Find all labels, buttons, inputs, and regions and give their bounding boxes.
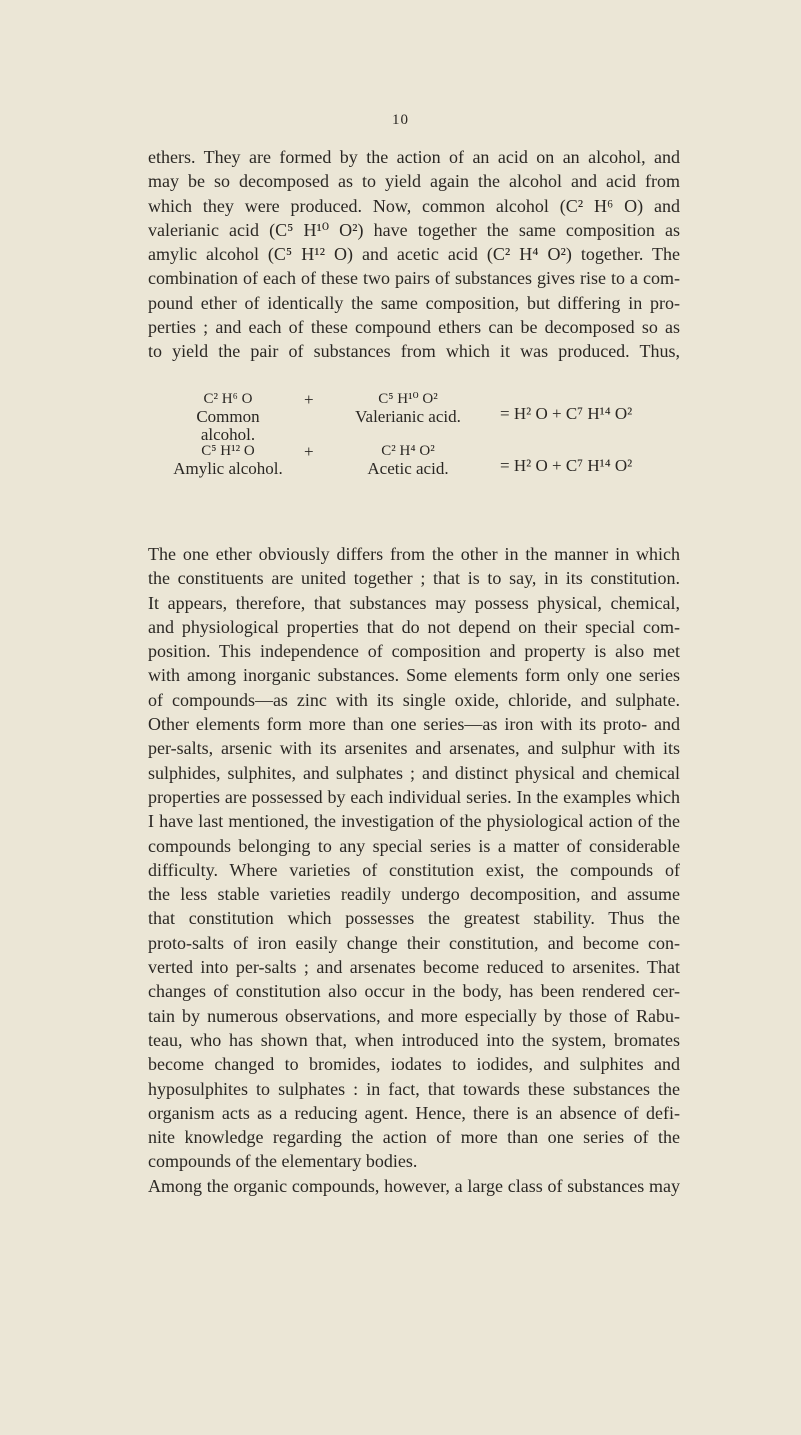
text-line: Among the organic compounds, however, a large class of substances may — [148, 1175, 680, 1196]
text-line: ethers. They are formed by the action of an acid on an alcohol, and — [148, 147, 680, 167]
text-line: It appears, therefore, that substances may possess physical, chemical, — [148, 592, 680, 613]
paragraph-1 — [148, 145, 680, 364]
paragraph-2 — [148, 542, 680, 1198]
text-line: compounds belonging to any special series is a matter of considerable — [148, 835, 680, 856]
text-line: the less stable varieties readily undergo decomposition, and assume — [148, 884, 680, 905]
text-line: of compounds—as zinc with its single oxide, chloride, and sulphate. — [148, 689, 680, 710]
text-line: position. This independence of composition and property is also met — [148, 641, 680, 662]
text-line: may be so decomposed as to yield again the alcohol and acid from — [148, 171, 680, 192]
text-line: properties are possessed by each individual series. In the examples which — [148, 786, 680, 807]
text-line: amylic alcohol (C⁵ H¹² O) and acetic acid (C² H⁴ O²) together. The — [148, 244, 680, 265]
text-line: changes of constitution also occur in the body, has been rendered cer- — [148, 981, 680, 1002]
equation-1-plus: + — [304, 390, 314, 409]
equation-1-result: = H² O + C⁷ H¹⁴ O² — [500, 404, 633, 423]
text-line: become changed to bromides, iodates to iodides, and sulphites and — [148, 1054, 680, 1075]
equation-2-left-formula: C⁵ H¹² O — [201, 443, 255, 459]
text-line: Other elements form more than one series—as iron with its proto- and — [148, 714, 680, 735]
text-line: nite knowledge regarding the action of more than one series of the — [148, 1127, 680, 1148]
text-line: with among inorganic substances. Some elements form only one series — [148, 665, 680, 686]
text-line: to yield the pair of substances from which it was produced. Thus, — [148, 341, 680, 362]
equation-1-left-name: Common alcohol. — [196, 407, 260, 444]
text-line: The one ether obviously differs from the other in the manner in which — [148, 544, 680, 564]
equation-2-result: = H² O + C⁷ H¹⁴ O² — [500, 456, 633, 475]
equation-2-left-name: Amylic alcohol. — [173, 459, 283, 478]
text-line: tain by numerous observations, and more especially by those of Rabu- — [148, 1005, 680, 1026]
equation-1 — [168, 390, 688, 444]
text-line: proto-salts of iron easily change their constitution, and become con- — [148, 932, 680, 953]
text-line: which they were produced. Now, common alcohol (C² H⁶ O) and — [148, 195, 680, 216]
text-line: per-salts, arsenic with its arsenites and arsenates, and sulphur with its — [148, 738, 680, 759]
equation-2-right-name: Acetic acid. — [367, 459, 449, 478]
text-line: hyposulphites to sulphates : in fact, that towards these substances the — [148, 1078, 680, 1099]
text-line: I have last mentioned, the investigation of the physiological action of the — [148, 811, 680, 832]
text-line: difficulty. Where varieties of constitution exist, the compounds of — [148, 859, 680, 880]
equation-2-right-formula: C² H⁴ O² — [381, 443, 435, 459]
page-number: 10 — [392, 112, 409, 128]
text-line: valerianic acid (C⁵ H¹⁰ O²) have together the same composition as — [148, 219, 680, 240]
equation-2-plus: + — [304, 442, 314, 461]
text-line: pound ether of identically the same composition, but differing in pro- — [148, 292, 680, 313]
text-line: teau, who has shown that, when introduced into the system, bromates — [148, 1029, 680, 1050]
text-line: sulphides, sulphites, and sulphates ; and distinct physical and chemical — [148, 762, 680, 783]
text-line: organism acts as a reducing agent. Hence, there is an absence of defi- — [148, 1102, 680, 1123]
text-line: perties ; and each of these compound ethers can be decomposed so as — [148, 317, 680, 338]
equation-1-right-name: Valerianic acid. — [355, 407, 461, 426]
text-line: verted into per-salts ; and arsenates become reduced to arsenites. That — [148, 957, 680, 978]
text-line: and physiological properties that do not depend on their special com- — [148, 616, 680, 637]
text-line: the constituents are united together ; that is to say, in its constitution. — [148, 568, 680, 589]
text-line: combination of each of these two pairs of substances gives rise to a com- — [148, 268, 680, 289]
equation-2 — [168, 442, 688, 492]
equation-1-right-formula: C⁵ H¹⁰ O² — [378, 391, 438, 407]
equation-1-left-formula: C² H⁶ O — [203, 391, 253, 407]
text-line: compounds of the elementary bodies. — [148, 1151, 418, 1172]
text-line: that constitution which possesses the greatest stability. Thus the — [148, 908, 680, 929]
